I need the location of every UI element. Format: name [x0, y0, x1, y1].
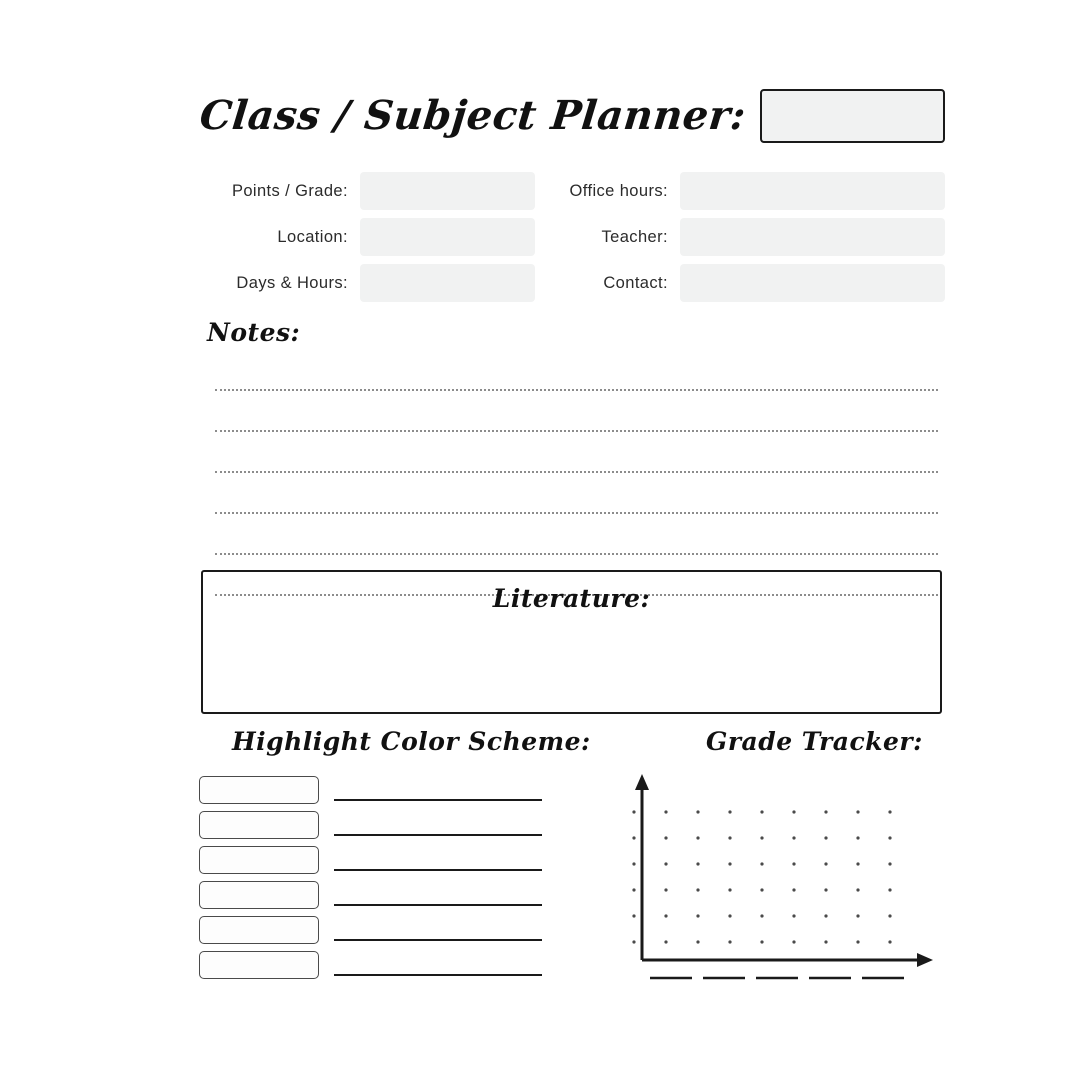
notes-line[interactable]: [215, 514, 938, 555]
location-input[interactable]: [360, 218, 535, 256]
grade-tracker-title: Grade Tracker:: [706, 727, 923, 756]
contact-input[interactable]: [680, 264, 945, 302]
points-grade-label: Points / Grade:: [231, 181, 348, 200]
swatch-row: [199, 881, 544, 909]
office-hours-input[interactable]: [680, 172, 945, 210]
points-grade-input[interactable]: [360, 172, 535, 210]
swatch-label-line[interactable]: [334, 849, 542, 871]
days-hours-label: Days & Hours:: [236, 273, 348, 292]
info-row: [555, 172, 945, 210]
notes-line[interactable]: [215, 391, 938, 432]
days-hours-input[interactable]: [360, 264, 535, 302]
literature-box[interactable]: [201, 570, 942, 714]
swatch-label-line[interactable]: [334, 919, 542, 941]
info-column-right: [555, 172, 945, 310]
info-row: [555, 264, 945, 302]
swatch-label-line[interactable]: [334, 884, 542, 906]
swatch-label-line[interactable]: [334, 779, 542, 801]
color-swatch[interactable]: [199, 846, 319, 874]
color-swatch[interactable]: [199, 776, 319, 804]
notes-line[interactable]: [215, 473, 938, 514]
notes-line[interactable]: [215, 350, 938, 391]
grade-tracker-chart[interactable]: [620, 770, 950, 990]
color-swatch[interactable]: [199, 881, 319, 909]
swatch-row: [199, 811, 544, 839]
highlight-swatch-list: [199, 776, 544, 986]
color-swatch[interactable]: [199, 916, 319, 944]
title-row: [197, 88, 945, 143]
notes-lines: [215, 350, 938, 596]
color-swatch[interactable]: [199, 951, 319, 979]
literature-title: Literature:: [492, 584, 651, 613]
teacher-label: Teacher:: [601, 227, 668, 246]
highlight-color-scheme-title: Highlight Color Scheme:: [232, 727, 591, 756]
notes-line[interactable]: [215, 432, 938, 473]
location-label: Location:: [277, 227, 348, 246]
swatch-row: [199, 951, 544, 979]
swatch-row: [199, 916, 544, 944]
swatch-row: [199, 776, 544, 804]
contact-label: Contact:: [603, 273, 668, 292]
page-title: Class / Subject Planner:: [197, 91, 749, 139]
subject-name-input[interactable]: [760, 89, 945, 143]
swatch-row: [199, 846, 544, 874]
info-column-left: [200, 172, 535, 310]
info-row: [200, 218, 535, 256]
color-swatch[interactable]: [199, 811, 319, 839]
teacher-input[interactable]: [680, 218, 945, 256]
info-row: [200, 264, 535, 302]
tracker-axes: [620, 770, 950, 990]
swatch-label-line[interactable]: [334, 814, 542, 836]
notes-title: Notes:: [207, 318, 301, 347]
info-row: [555, 218, 945, 256]
info-row: [200, 172, 535, 210]
swatch-label-line[interactable]: [334, 954, 542, 976]
office-hours-label: Office hours:: [569, 181, 668, 200]
